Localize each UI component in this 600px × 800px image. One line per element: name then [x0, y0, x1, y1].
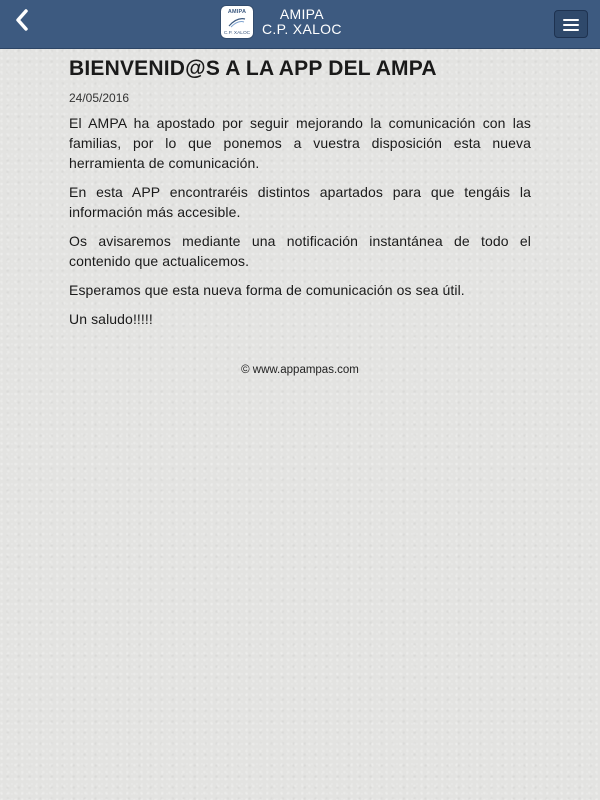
article-paragraph: Os avisaremos mediante una notificación instantánea de todo el contenido que actualicemos.: [69, 233, 531, 269]
logo-bottom-text: C.P. XALOC: [223, 31, 251, 36]
article: [69, 56, 531, 329]
hamburger-menu-icon: [563, 29, 579, 31]
article-paragraph: En esta APP encontraréis distintos apartados para que tengáis la información más accesible.: [69, 184, 531, 220]
article-paragraph: Esperamos que esta nueva forma de comunicación os sea útil.: [69, 282, 465, 298]
app-title-line2: C.P. XALOC: [262, 21, 342, 37]
logo-top-text: AMIPA: [227, 9, 247, 15]
app-title-line1: AMIPA: [279, 6, 324, 22]
copyright-footer: © www.appampas.com: [241, 364, 359, 376]
article-title: BIENVENID@S A LA APP DEL AMPA: [69, 57, 437, 80]
hamburger-menu-icon: [563, 24, 579, 26]
app-title: [262, 7, 342, 37]
chevron-left-icon: [14, 9, 30, 31]
article-paragraph: El AMPA ha apostado por seguir mejorando la comunicación con las familias, por lo que ponemos a vuestra disposición esta nueva herramienta de comunicación.: [69, 115, 531, 171]
back-button[interactable]: [8, 6, 36, 34]
article-date: 24/05/2016: [69, 91, 130, 105]
app-logo: [221, 6, 253, 38]
menu-button[interactable]: [554, 10, 588, 38]
top-navigation-bar: [0, 0, 600, 49]
article-paragraph: Un saludo!!!!!: [69, 311, 153, 327]
hamburger-menu-icon: [563, 19, 579, 21]
logo-swoosh-icon: [228, 16, 246, 28]
